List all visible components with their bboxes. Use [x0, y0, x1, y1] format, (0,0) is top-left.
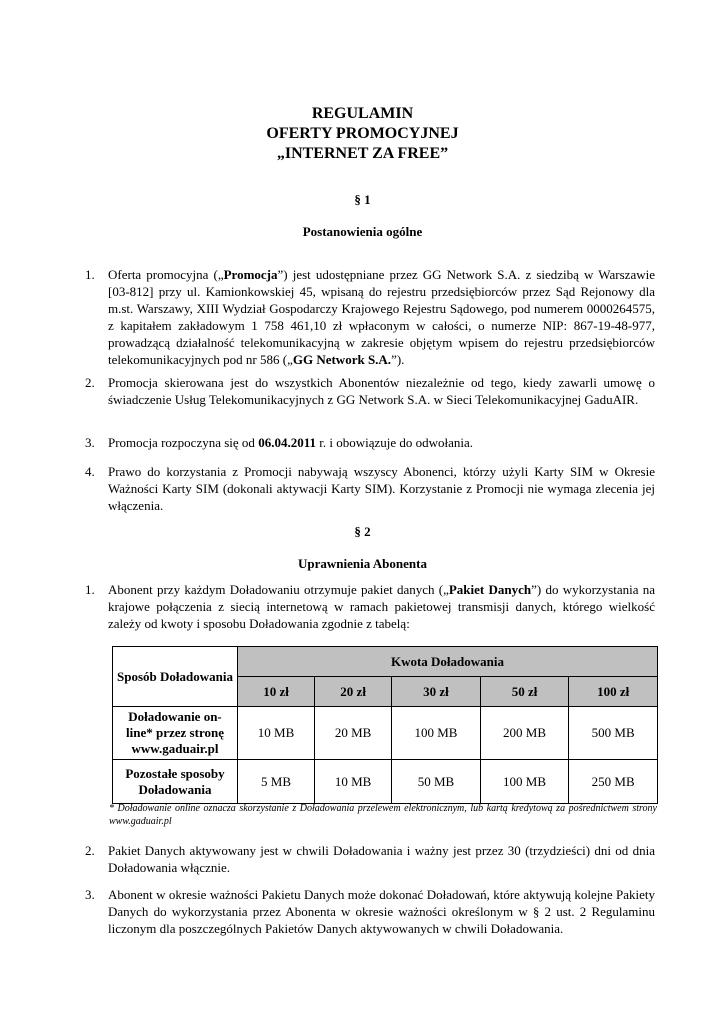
section-2-item-3: 3. Abonent w okresie ważności Pakietu Danych może dokonać Doładowań, które aktywują kolejne Pakiety Danych do wykorzystania przez Abonenta w okresie ważności określonym w § 2 ust. 2 Regulaminu liczonym dla poszczególnych Pakietów Danych aktywowanych w chwili Doładowania.: [85, 887, 655, 936]
section-2-mark: § 2: [354, 524, 371, 539]
item-number: 1.: [85, 267, 95, 282]
section-2-item-1: 1. Abonent przy każdym Doładowaniu otrzymuje pakiet danych („Pakiet Danych”) do wykorzystania na krajowe połączenia z siecią internetową w ramach pakietowej transmisji danych, którego wielkość zależy od kwoty i sposobu Doładowania zgodnie z tabelą:: [85, 582, 656, 631]
table-row: [113, 707, 658, 760]
amount-header: 20 zł: [315, 677, 392, 707]
section-1-item-4: 4. Prawo do korzystania z Promocji nabywają wszyscy Abonenci, którzy użyli Karty SIM w Okresie Ważności Karty SIM (dokonali aktywacji Karty SIM). Korzystanie z Promocji nie wymaga zlecenia jej włączenia.: [85, 464, 655, 513]
section-1-item-2: 2. Promocja skierowana jest do wszystkich Abonentów niezależnie od tego, kiedy zawarli umowę o świadczenie Usług Telekomunikacyjnych z GG Network S.A. w Sieci Telekomunikacyjnej GaduAIR.: [85, 375, 655, 407]
item-number: 3.: [85, 887, 95, 902]
section-1-mark: § 1: [354, 192, 371, 207]
table-cell: 5 MB: [238, 760, 315, 804]
item-number: 2.: [85, 375, 95, 390]
item-number: 3.: [85, 435, 95, 450]
table-cell: 50 MB: [392, 760, 481, 804]
section-2-item-2: 2. Pakiet Danych aktywowany jest w chwili Doładowania i ważny jest przez 30 (trzydzieści) dni od dnia Doładowania włącznie.: [85, 843, 655, 875]
item-number: 1.: [85, 582, 95, 597]
section-1-heading: Postanowienia ogólne: [302, 224, 423, 239]
section-1-item-1: 1. Oferta promocyjna („Promocja”) jest udostępniane przez GG Network S.A. z siedzibą w Warszawie [03-812] przy ul. Kamionkowskiej 45, wpisaną do rejestru przedsiębiorców przez Sąd Rejonowy dla m.st. Warszawy, XIII Wydział Gospodarczy Krajowego Rejestru Sądowego, pod numerem 0000264575, z kapitałem zakładowym 1 758 461,10 zł wpłaconym w całości, o numerze NIP: 867-19-48-977, prowadzącą działalność telekomunikacyjną w zakresie objętym wpisem do rejestru przedsiębiorców telekomunikacyjnych pod nr 586 („GG Network S.A.”).: [85, 267, 655, 367]
table-group-header: Kwota Doładowania: [238, 647, 658, 677]
title-line-2: OFERTY PROMOCYJNEJ: [266, 125, 459, 142]
title-line-1: REGULAMIN: [311, 105, 414, 122]
row-label: Doładowanie on-line* przez stronę www.gaduair.pl: [113, 707, 238, 760]
table-cell: 200 MB: [480, 707, 569, 760]
amount-header: 100 zł: [569, 677, 658, 707]
table-cell: 10 MB: [238, 707, 315, 760]
table-col-header: Sposób Doładowania: [113, 647, 238, 707]
table-cell: 100 MB: [392, 707, 481, 760]
table-cell: 250 MB: [569, 760, 658, 804]
table-cell: 10 MB: [315, 760, 392, 804]
amount-header: 30 zł: [392, 677, 481, 707]
document-title: [0, 104, 725, 164]
table-cell: 100 MB: [480, 760, 569, 804]
table-footnote: * Doładowanie online oznacza skorzystanie z Doładowania przelewem elektronicznym, lub kartą kredytową za pośrednictwem strony www.gaduair.pl: [109, 803, 657, 827]
data-package-table: [112, 646, 658, 804]
table-cell: 20 MB: [315, 707, 392, 760]
table-row: [113, 760, 658, 804]
section-2-heading: Uprawnienia Abonenta: [298, 556, 427, 571]
title-line-3: „INTERNET ZA FREE”: [276, 145, 449, 162]
amount-header: 50 zł: [480, 677, 569, 707]
item-number: 2.: [85, 843, 95, 858]
row-label: Pozostałe sposoby Doładowania: [113, 760, 238, 804]
amount-header: 10 zł: [238, 677, 315, 707]
item-number: 4.: [85, 464, 95, 479]
table-cell: 500 MB: [569, 707, 658, 760]
section-1-item-3: 3. Promocja rozpoczyna się od 06.04.2011 r. i obowiązuje do odwołania.: [85, 435, 474, 450]
